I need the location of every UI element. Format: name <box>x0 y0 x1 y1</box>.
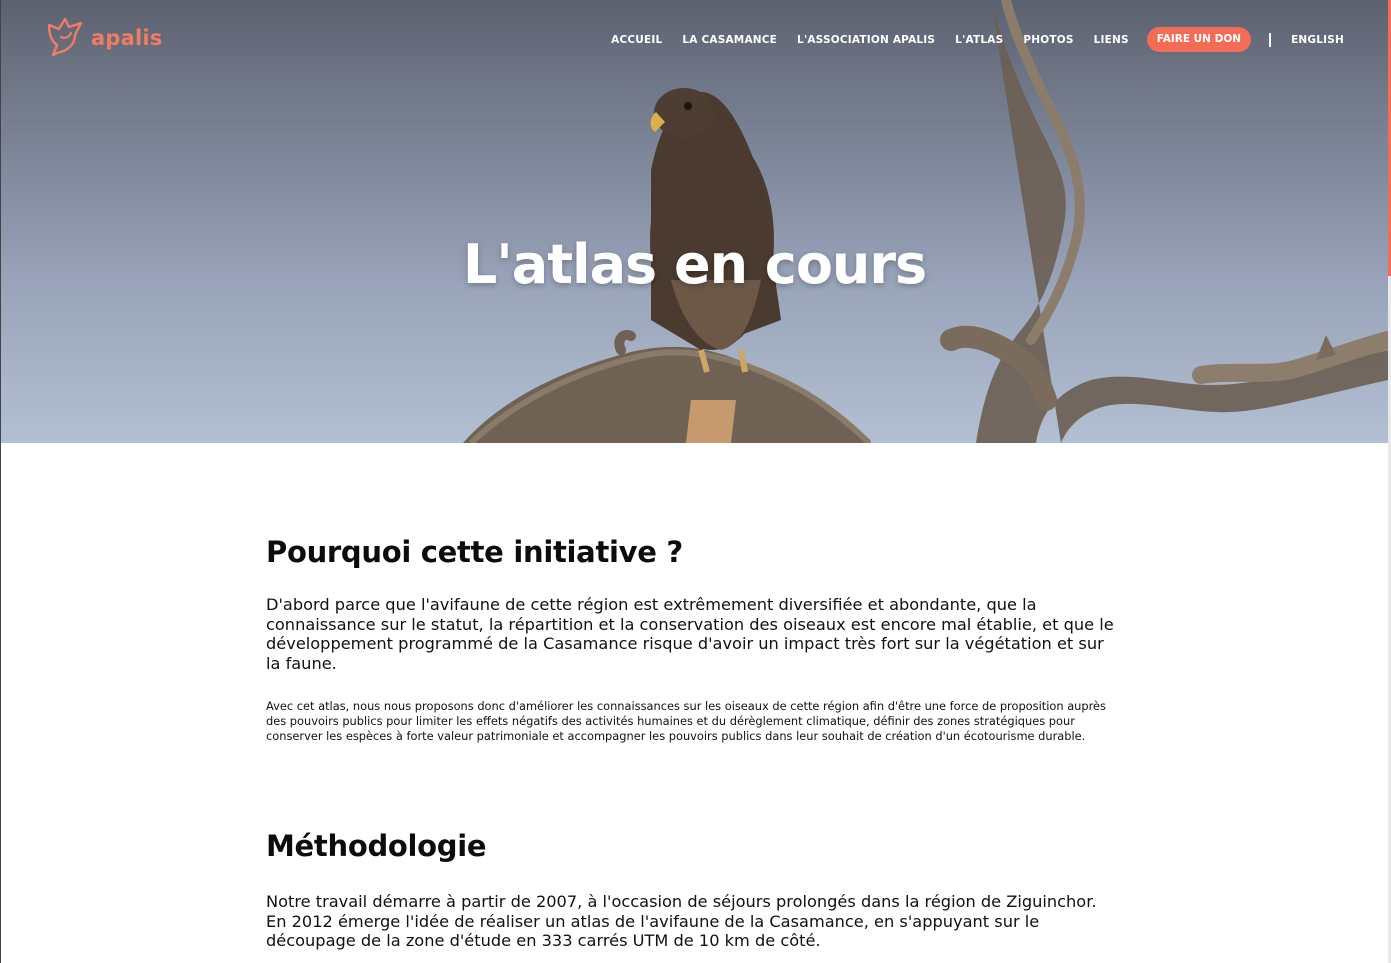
nav-item-liens[interactable]: LIENS <box>1093 33 1129 46</box>
page-title: L'atlas en cours <box>462 233 927 297</box>
section-lead-initiative: D'abord parce que l'avifaune de cette région est extrêmement diversifiée et abondante, que la connaissance sur le statut, la répartition et la conservation des oiseaux est encore mal établie, et que le développement programmé de la Casamance risque d'avoir un impact très fort sur la végétation et sur la faune. <box>266 595 1114 673</box>
nav-item-accueil[interactable]: ACCUEIL <box>611 33 663 46</box>
nav-divider <box>1269 33 1271 47</box>
nav-item-photos[interactable]: PHOTOS <box>1023 33 1074 46</box>
main-nav <box>611 27 1344 52</box>
bird-logo-icon <box>45 15 85 61</box>
donate-button[interactable]: FAIRE UN DON <box>1147 27 1251 52</box>
brand-logo[interactable] <box>45 15 162 61</box>
section-heading-initiative: Pourquoi cette initiative ? <box>266 535 683 569</box>
eagle-photo <box>1 0 1388 443</box>
hero-banner <box>1 0 1388 443</box>
section-body-initiative: Avec cet atlas, nous nous proposons donc d'améliorer les connaissances sur les oiseaux de cette région afin d'être une force de proposition auprès des pouvoirs publics pour limiter les effets négatifs des activités humaines et du dérèglement climatique, définir des zones stratégiques pour conserver les espèces à forte valeur patrimoniale et accompagner les pouvoirs publics dans leur souhait de création d'un écotourisme durable. <box>266 699 1106 743</box>
nav-item-atlas[interactable]: L'ATLAS <box>955 33 1004 46</box>
language-switch-link[interactable]: ENGLISH <box>1291 33 1344 46</box>
brand-name: apalis <box>91 26 163 50</box>
nav-item-association[interactable]: L'ASSOCIATION APALIS <box>797 33 936 46</box>
nav-item-la-casamance[interactable]: LA CASAMANCE <box>682 33 778 46</box>
main-content <box>266 535 1116 744</box>
section-heading-methodologie: Méthodologie <box>266 829 487 863</box>
section-lead-methodologie: Notre travail démarre à partir de 2007, à l'occasion de séjours prolongés dans la région de Ziguinchor. En 2012 émerge l'idée de réaliser un atlas de l'avifaune de la Casamance, en s'appuyant sur le découpage de la zone d'étude en 333 carrés UTM de 10 km de côté. <box>266 892 1097 950</box>
